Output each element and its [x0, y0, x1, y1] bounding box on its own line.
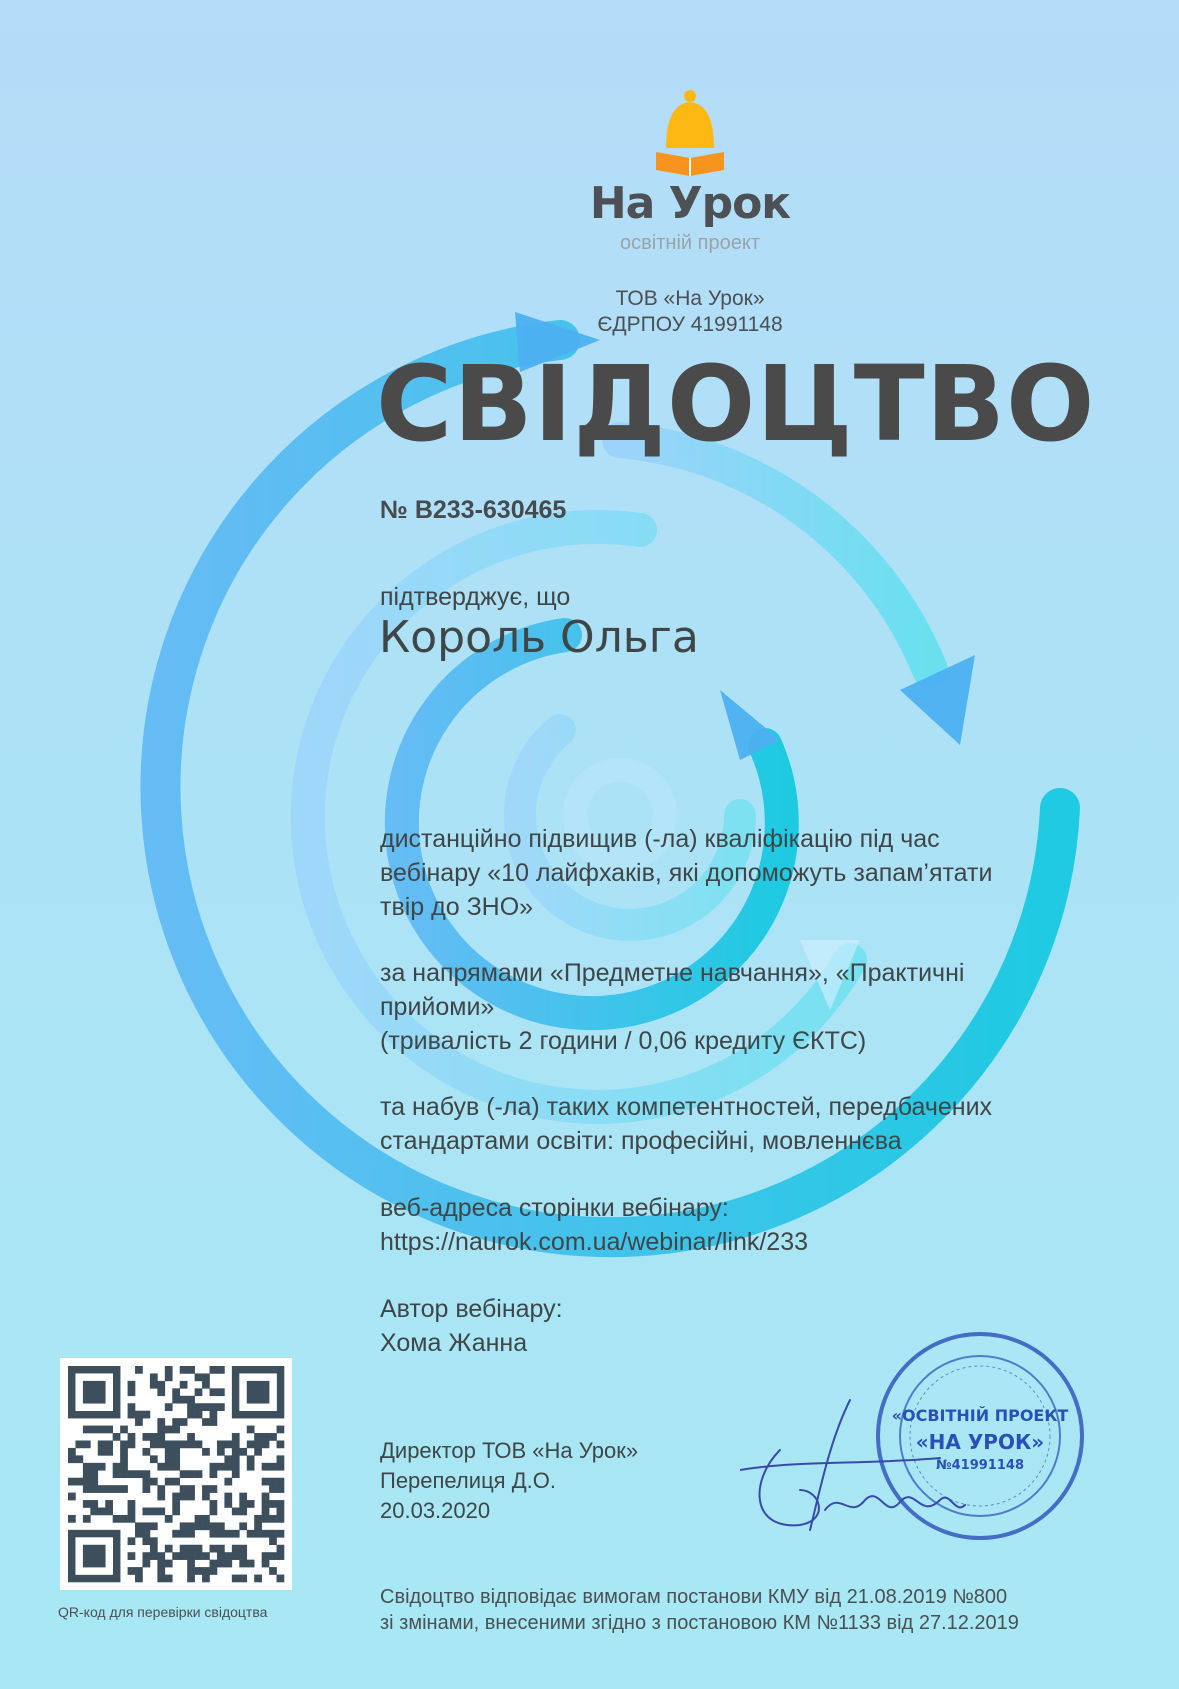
brand-name: На Урок	[589, 178, 791, 229]
competence-line: та набув (-ла) таких компетентностей, передбачених	[380, 1093, 993, 1121]
direction-line: (тривалість 2 години / 0,06 кредиту ЄКТС)	[380, 1027, 867, 1055]
confirms-label: підтверджує, що	[380, 583, 571, 611]
author-label: Автор вебінару:	[380, 1295, 563, 1323]
company-info	[560, 286, 820, 338]
company-code: ЄДРПОУ 41991148	[597, 313, 783, 336]
bell-icon	[650, 88, 730, 178]
qr-caption: QR-код для перевірки свідоцтва	[58, 1604, 268, 1620]
company-stamp	[872, 1328, 1088, 1544]
competence-description	[380, 1090, 1070, 1158]
web-url-link[interactable]: https://naurok.com.ua/webinar/link/233	[380, 1228, 809, 1256]
brand-tagline: освітній проект	[620, 232, 760, 254]
stamp-text-3: №41991148	[935, 1458, 1024, 1473]
certificate-title: СВІДОЦТВО	[376, 343, 1096, 465]
footnote-line: зі змінами, внесеними згідно з постановою КМ №1133 від 27.12.2019	[380, 1612, 1019, 1634]
webinar-address	[380, 1191, 1070, 1259]
course-line: вебінару «10 лайфхаків, які допоможуть запам’ятати	[380, 859, 993, 887]
author-name: Хома Жанна	[380, 1329, 528, 1357]
company-name: ТОВ «На Урок»	[615, 287, 765, 310]
qr-code	[60, 1358, 292, 1590]
qr-code-icon	[60, 1358, 292, 1590]
web-label: веб-адреса сторінки вебінару:	[380, 1194, 729, 1222]
issue-date: 20.03.2020	[380, 1498, 491, 1523]
direction-line: прийоми»	[380, 993, 495, 1021]
director-name: Перепелиця Д.О.	[380, 1468, 556, 1493]
certificate-number: № В233-630465	[380, 496, 567, 524]
direction-line: за напрямами «Предметне навчання», «Практичні	[380, 959, 965, 987]
direction-description	[380, 956, 1070, 1058]
competence-line: стандартами освіти: професійні, мовленнєва	[380, 1127, 902, 1155]
legal-footnote	[380, 1584, 1019, 1636]
course-line: твір до ЗНО»	[380, 893, 534, 921]
stamp-text-1: «ОСВІТНІЙ ПРОЕКТ	[891, 1406, 1069, 1425]
footnote-line: Свідоцтво відповідає вимогам постанови КМУ від 21.08.2019 №800	[380, 1586, 1008, 1608]
director-title: Директор ТОВ «На Урок»	[380, 1438, 639, 1463]
course-description	[380, 822, 1070, 924]
stamp-text-2: «НА УРОК»	[915, 1430, 1045, 1454]
course-line: дистанційно підвищив (-ла) кваліфікацію під час	[380, 825, 940, 853]
brand-logo	[580, 88, 800, 255]
recipient-name: Король Ольга	[379, 612, 699, 663]
